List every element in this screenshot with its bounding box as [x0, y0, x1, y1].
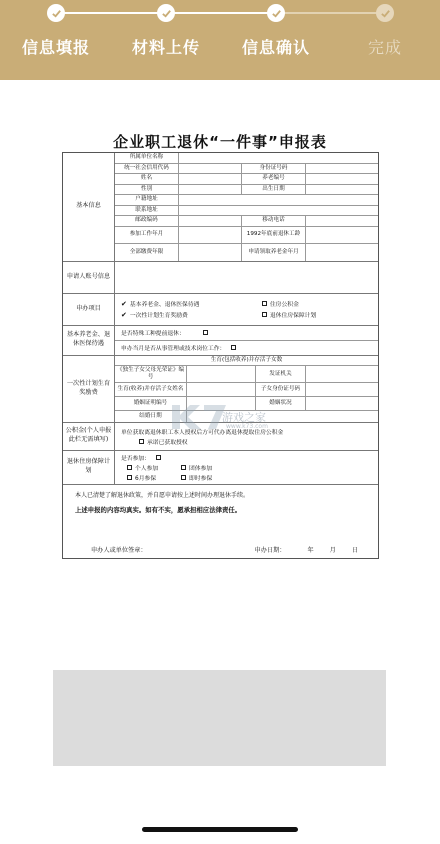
step-track-2 [166, 12, 276, 14]
value-join-date [179, 227, 242, 243]
label-credit-code: 统一社会信用代码 [115, 164, 179, 174]
label-child-id: 子女身份证号码 [256, 383, 306, 396]
value-cert-no [187, 366, 256, 382]
value-marriage-status [306, 397, 378, 410]
fund-confirm: 承诺已获取授权 [147, 439, 188, 446]
date-day: 日 [351, 547, 358, 555]
label-marriage-status: 婚姻状况 [256, 397, 306, 410]
section-basic [63, 153, 378, 262]
label-cert-no: 《独生子女父母光荣证》编号 [115, 366, 187, 382]
value-retire-1992 [306, 227, 378, 243]
pension-checkmark-icon: ✔ [121, 299, 127, 308]
value-child-id [306, 383, 378, 396]
value-mobile [306, 216, 378, 226]
label-id-number: 身份证号码 [242, 164, 306, 174]
option-personal: 个人参加 [135, 465, 159, 472]
label-marriage-no: 婚姻证明编号 [115, 397, 187, 410]
step-track-3 [276, 12, 384, 14]
special-q2: 申办当月是否从事管理或技术岗位工作： [121, 346, 226, 352]
option-immediate: 即时参保 [189, 475, 213, 482]
label-gender: 性别 [115, 185, 179, 195]
item-pension: 基本养老金、退休医保待遇 [129, 302, 200, 308]
step-1-check-icon [47, 4, 65, 22]
value-issuer [306, 366, 378, 382]
value-postcode [179, 216, 242, 226]
declaration-line-1: 本人已清楚了解退休政策，并自愿申请按上述时间办理退休手续。 [75, 491, 250, 499]
label-marriage-date: 结婚日期 [115, 411, 187, 422]
value-child-name [187, 383, 256, 396]
section-label-items: 申办项目 [63, 294, 115, 325]
item-housing-fund: 住房公积金 [269, 302, 299, 308]
housing-plan-checkbox[interactable] [156, 455, 161, 460]
fund-confirm-checkbox[interactable] [139, 439, 144, 444]
section-label-housing-plan: 退休住房保障计划 [63, 451, 115, 484]
step-label-fill: 信息填报 [22, 38, 91, 57]
attachment-placeholder[interactable] [53, 670, 386, 766]
label-hukou: 户籍地址 [115, 195, 179, 205]
label-postcode: 邮政编码 [115, 216, 179, 226]
step-track-1 [56, 12, 166, 14]
value-pension-no [306, 174, 378, 184]
item-retire-housing: 退休住房保障计划 [269, 313, 317, 319]
section-applicant [63, 262, 378, 294]
value-unit-name [179, 153, 378, 163]
label-birth-date: 出生日期 [242, 185, 306, 195]
special-q1: 是否特殊工种提前退休： [121, 331, 185, 337]
label-children-count: 生育(包括收养)并存活子女数 [210, 356, 283, 363]
housing-fund-checkbox[interactable] [262, 301, 267, 306]
value-name [179, 174, 242, 184]
option-immediate-checkbox[interactable] [181, 475, 186, 480]
value-apply-pension [306, 244, 378, 261]
section-label-family: 一次性计划生育奖励费 [63, 356, 115, 422]
label-join-date: 参加工作年月 [115, 227, 179, 243]
value-hukou [179, 195, 378, 205]
section-label-special: 基本养老金、退休医保待遇 [63, 326, 115, 355]
label-child-name: 生育(收养)并存活子女姓名 [115, 383, 187, 396]
fund-text: 单位获取离退休职工本人授权后方可代办离退休提取住房公积金 [121, 429, 284, 436]
value-id-number [306, 164, 378, 174]
value-contact-addr [179, 206, 378, 216]
housing-plan-q: 是否参加： [121, 455, 150, 462]
option-group: 团体参加 [189, 465, 213, 472]
section-housing-plan [63, 451, 378, 485]
label-issuer: 发证机关 [256, 366, 306, 382]
label-mobile: 移动电话 [242, 216, 306, 226]
label-contact-addr: 联系地址 [115, 206, 179, 216]
special-q1-checkbox[interactable] [203, 330, 208, 335]
watermark-text: 游戏之家 [222, 411, 266, 424]
option-group-checkbox[interactable] [181, 465, 186, 470]
section-items [63, 294, 378, 326]
step-label-confirm: 信息确认 [242, 38, 311, 57]
value-gender [179, 185, 242, 195]
label-pension-no: 养老编号 [242, 174, 306, 184]
date-month: 月 [329, 547, 336, 555]
section-special [63, 326, 378, 356]
document-title: 企业职工退休“一件事”申报表 [113, 133, 327, 151]
section-label-basic: 基本信息 [63, 153, 115, 261]
option-june: 6月参保 [135, 475, 157, 482]
application-form [62, 152, 379, 559]
label-full-pay: 全部缴费年限 [115, 244, 179, 261]
watermark-sub: www.k73.com [226, 423, 268, 430]
special-q2-checkbox[interactable] [231, 345, 236, 350]
declaration-line-2: 上述申报的内容均真实。如有不实，愿承担相应法律责任。 [75, 506, 242, 515]
signer-label: 申办人或单位签章： [91, 547, 147, 555]
value-full-pay [179, 244, 242, 261]
step-2-check-icon [157, 4, 175, 22]
step-label-done: 完成 [368, 38, 403, 57]
label-unit-name: 所属单位名称 [115, 153, 179, 163]
step-label-upload: 材料上传 [132, 38, 201, 57]
value-birth-date [306, 185, 378, 195]
step-4-check-icon [376, 4, 394, 22]
value-credit-code [179, 164, 242, 174]
label-retire-1992: 1992年底前退休工龄 [242, 227, 306, 243]
section-label-fund: 公积金(个人申报此栏无需填写) [63, 423, 115, 450]
family-planning-checkmark-icon: ✔ [121, 310, 127, 319]
step-3-check-icon [267, 4, 285, 22]
date-label: 申办日期： [254, 547, 286, 555]
label-apply-pension: 申请领取养老金年月 [242, 244, 306, 261]
progress-header [0, 0, 440, 80]
label-name: 姓名 [115, 174, 179, 184]
retire-housing-checkbox[interactable] [262, 312, 267, 317]
option-personal-checkbox[interactable] [127, 465, 132, 470]
section-declaration [63, 485, 378, 559]
date-year: 年 [307, 547, 314, 555]
option-june-checkbox[interactable] [127, 475, 132, 480]
item-family-planning: 一次性计划生育奖励费 [129, 313, 188, 319]
home-indicator[interactable] [142, 827, 298, 832]
section-label-applicant: 申请人账号信息 [63, 262, 115, 293]
